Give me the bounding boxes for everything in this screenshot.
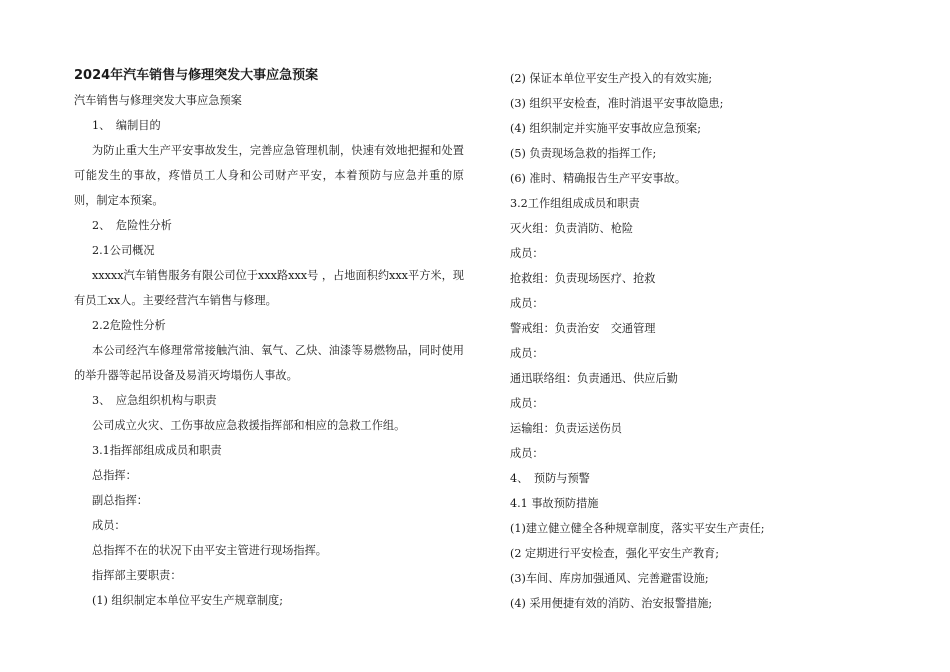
text-line: 总指挥不在的状况下由平安主管进行现场指挥。 bbox=[92, 544, 327, 557]
text-line: (5) 负责现场急救的指挥工作; bbox=[510, 147, 657, 160]
section-heading: 2、 危险性分析 bbox=[92, 219, 172, 232]
subsection-heading: 3.2工作组组成成员和职责 bbox=[510, 197, 640, 210]
text-line: 成员： bbox=[510, 397, 544, 410]
text-line: (3)车间、库房加强通风、完善避雷设施; bbox=[510, 572, 709, 585]
text-line: 成员： bbox=[92, 519, 126, 532]
section-heading: 4、 预防与预警 bbox=[510, 472, 590, 485]
text-line: (1) 组织制定本单位平安生产规章制度; bbox=[92, 594, 283, 607]
text-line: 运输组：负责运送伤员 bbox=[510, 422, 622, 435]
text-line: 灭火组：负责消防、枪险 bbox=[510, 222, 634, 235]
subsection-heading: 2.1公司概况 bbox=[92, 244, 155, 257]
paragraph: 本公司经汽车修理常常接触汽油、氧气、乙炔、油漆等易燃物品，同时使用的举升器等起吊设备及易消灭垮塌伤人事故。 bbox=[74, 344, 464, 382]
subsection-heading: 3.1指挥部组成成员和职责 bbox=[92, 444, 222, 457]
text-line: (2) 保证本单位平安生产投入的有效实施; bbox=[510, 72, 713, 85]
text-line: (4) 组织制定并实施平安事故应急预案; bbox=[510, 122, 701, 135]
text-line: (4) 采用便捷有效的消防、治安报警措施; bbox=[510, 597, 713, 610]
text-line: 指挥部主要职责： bbox=[92, 569, 182, 582]
text-line: (2 定期进行平安检查，强化平安生产教育; bbox=[510, 547, 719, 560]
text-line: 副总指挥： bbox=[92, 494, 148, 507]
text-line: 成员： bbox=[510, 447, 544, 460]
left-column bbox=[74, 64, 464, 613]
right-column bbox=[510, 66, 910, 616]
document-title: 2024年汽车销售与修理突发大事应急预案 bbox=[74, 68, 319, 83]
text-line: 通迅联络组：负责通迅、供应后勤 bbox=[510, 372, 678, 385]
text-line: (1)建立健立健全各种规章制度，落实平安生产责任; bbox=[510, 522, 765, 535]
document-subtitle: 汽车销售与修理突发大事应急预案 bbox=[74, 94, 242, 107]
text-line: (3) 组织平安检查，准时消退平安事故隐患; bbox=[510, 97, 724, 110]
text-line: 抢救组：负责现场医疗、抢救 bbox=[510, 272, 656, 285]
text-line: 成员： bbox=[510, 247, 544, 260]
text-line: (6) 准时、精确报告生产平安事故。 bbox=[510, 172, 687, 185]
text-line: 成员： bbox=[510, 347, 544, 360]
paragraph: xxxxx汽车销售服务有限公司位于xxx路xxx号 ，占地面积约xxx平方米，现有员工xx人。主要经营汽车销售与修理。 bbox=[74, 269, 464, 307]
paragraph: 为防止重大生产平安事故发生，完善应急管理机制，快速有效地把握和处置可能发生的事故，疼惜员工人身和公司财产平安，本着预防与应急并重的原则，制定本预案。 bbox=[74, 144, 464, 207]
subsection-heading: 2.2危险性分析 bbox=[92, 319, 166, 332]
text-line: 警戒组：负责治安 交通管理 bbox=[510, 322, 656, 335]
text-line: 总指挥： bbox=[92, 469, 137, 482]
text-line: 成员： bbox=[510, 297, 544, 310]
text-line: 公司成立火灾、工伤事故应急救援指挥部和相应的急救工作组。 bbox=[92, 419, 406, 432]
section-heading: 3、 应急组织机构与职责 bbox=[92, 394, 217, 407]
subsection-heading: 4.1 事故预防措施 bbox=[510, 497, 599, 510]
section-heading: 1、 编制目的 bbox=[92, 119, 161, 132]
